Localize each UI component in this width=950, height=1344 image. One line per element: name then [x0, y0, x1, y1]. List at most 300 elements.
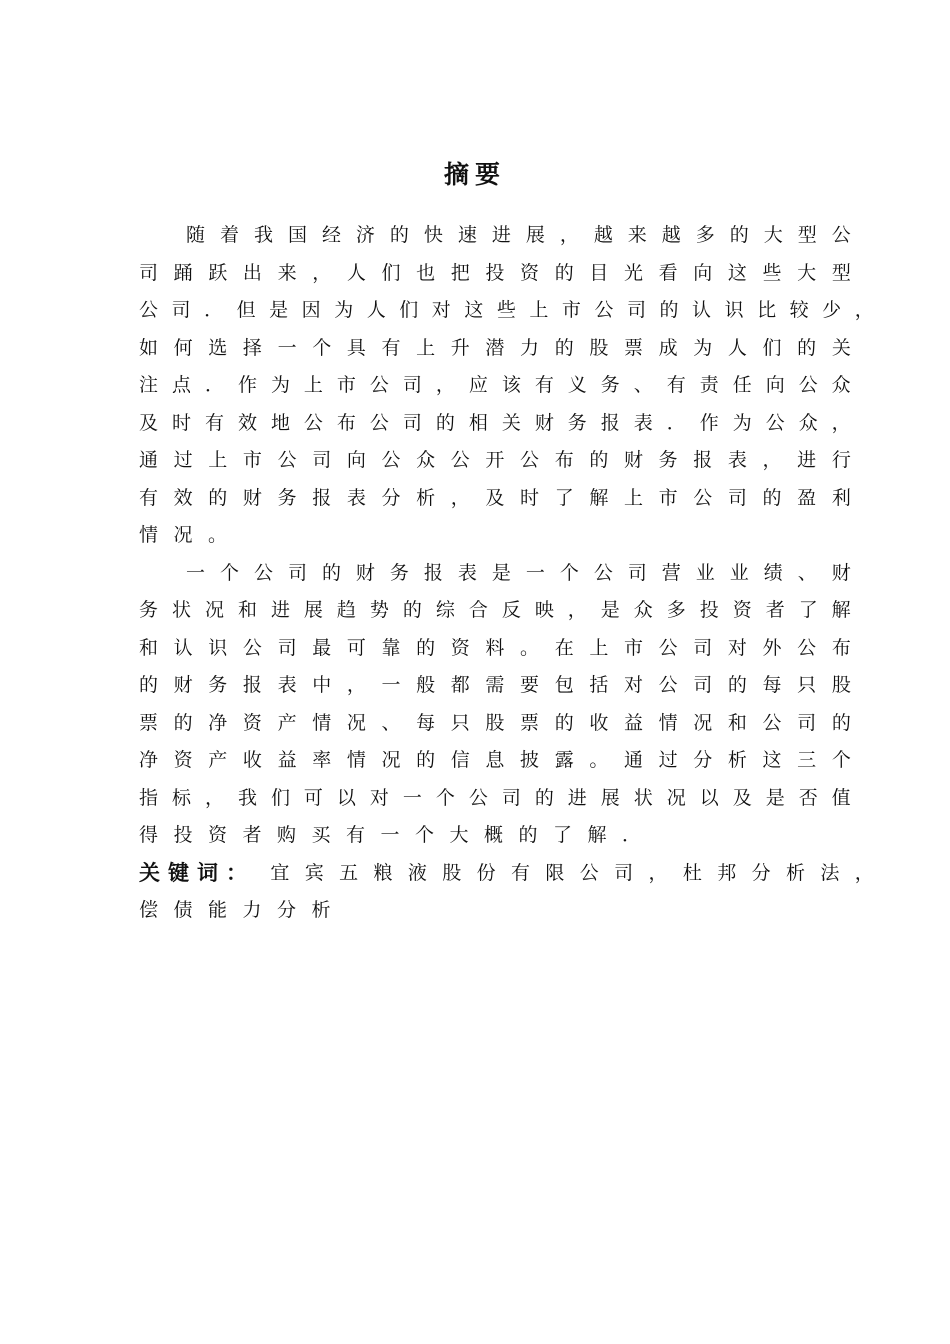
text-char: 公: [579, 861, 599, 884]
text-char: 综: [435, 599, 455, 621]
text-char: 的: [139, 674, 159, 696]
text-char: 、: [797, 561, 817, 584]
text-char: 了: [798, 599, 818, 621]
text-char: 公: [831, 224, 851, 246]
text-char: 一: [277, 336, 297, 359]
text-char: 表: [727, 449, 747, 471]
text-char: 势: [369, 599, 389, 621]
text-char: ，: [854, 861, 874, 884]
text-char: 息: [485, 749, 505, 771]
text-char: 向: [346, 449, 366, 471]
text-char: 大: [797, 261, 817, 284]
text-char: 益: [623, 711, 643, 734]
text-char: 司: [402, 374, 422, 396]
page-title: 摘要: [443, 160, 506, 189]
text-char: 大: [449, 824, 469, 846]
text-char: 有: [534, 374, 554, 396]
text-char: 一: [381, 674, 401, 696]
text-char: 是: [491, 561, 511, 584]
text-char: 资: [173, 749, 193, 771]
text-char: 表: [346, 486, 366, 509]
keywords-label: 关键词：: [139, 860, 255, 885]
text-char: 财: [831, 561, 851, 584]
text-char: 越: [593, 224, 613, 246]
text-line: [139, 667, 851, 705]
text-char: 的: [389, 224, 409, 246]
text-char: 表: [457, 561, 477, 584]
text-line: [139, 630, 851, 668]
text-char: 司: [287, 561, 307, 584]
text-char: 向: [765, 374, 785, 396]
text-char: 包: [554, 674, 574, 696]
text-line: [139, 705, 851, 743]
text-char: 值: [831, 786, 851, 809]
text-char: 的: [173, 711, 193, 734]
text-char: 司: [614, 861, 634, 884]
text-char: 般: [416, 674, 436, 696]
text-char: 责: [699, 374, 719, 396]
text-char: 可: [346, 636, 366, 659]
text-char: 务: [567, 411, 587, 434]
text-char: 的: [321, 561, 341, 584]
text-char: 报: [423, 561, 443, 584]
text-char: 来: [627, 224, 647, 246]
text-char: 要: [520, 674, 540, 696]
text-char: 市: [561, 299, 581, 321]
text-char: 一: [525, 561, 545, 584]
text-char: 务: [277, 486, 297, 509]
text-char: 司: [627, 561, 647, 584]
text-char: 了: [554, 486, 574, 509]
text-char: 公: [797, 636, 817, 659]
text-char: 个: [831, 749, 851, 771]
text-char: 公: [798, 374, 818, 396]
text-char: 合: [468, 599, 488, 621]
text-char: 票: [520, 711, 540, 734]
text-char: 潜: [485, 336, 505, 359]
text-char: 人: [727, 336, 747, 359]
text-char: 点: [171, 374, 191, 396]
text-line: [139, 330, 851, 368]
text-char: 有: [510, 861, 530, 884]
text-char: 作: [699, 411, 719, 434]
text-char: 买: [311, 824, 331, 846]
text-char: 该: [501, 374, 521, 396]
text-char: 有: [666, 374, 686, 396]
text-char: 市: [336, 374, 356, 396]
text-char: 表: [277, 674, 297, 696]
text-char: 效: [173, 486, 193, 509]
text-char: 标: [171, 786, 191, 809]
text-char: 上: [589, 636, 609, 659]
text-char: 和: [727, 711, 747, 734]
text-char: 何: [173, 336, 193, 359]
text-char: 盈: [797, 486, 817, 509]
text-char: 公: [381, 449, 401, 471]
text-char: 三: [797, 749, 817, 771]
text-char: 有: [204, 411, 224, 434]
text-char: 人: [366, 299, 386, 321]
text-char: 司: [171, 299, 191, 321]
text-char: ，: [435, 374, 455, 396]
text-char: 公: [594, 299, 614, 321]
text-char: 司: [312, 449, 332, 471]
text-char: 展: [525, 224, 545, 246]
text-char: 公: [658, 636, 678, 659]
text-char: 为: [732, 411, 752, 434]
text-char: 对: [623, 674, 643, 696]
text-char: 司: [727, 486, 747, 509]
text-char: 出: [242, 261, 262, 284]
text-line: [139, 292, 874, 330]
text-char: 经: [321, 224, 341, 246]
text-char: 反: [501, 599, 521, 621]
text-char: 一: [380, 824, 400, 846]
text-char: 对: [431, 299, 451, 321]
text-char: 公: [520, 449, 540, 471]
text-char: 随: [186, 224, 206, 246]
text-char: 光: [623, 261, 643, 284]
text-char: 时: [171, 411, 191, 434]
text-line: [139, 405, 851, 443]
text-char: 司: [277, 636, 297, 659]
abstract-body: [139, 217, 874, 930]
text-char: 的: [416, 749, 436, 771]
text-char: 过: [658, 749, 678, 771]
text-line: [139, 442, 851, 480]
text-char: 的: [797, 336, 817, 359]
text-char: 投: [173, 824, 193, 846]
text-char: 以: [699, 786, 719, 809]
text-char: 分: [381, 486, 401, 509]
text-char: 分: [751, 861, 771, 884]
text-char: 市: [658, 486, 678, 509]
text-char: 识: [724, 299, 744, 321]
text-char: 上: [208, 449, 228, 471]
text-char: 法: [820, 861, 840, 884]
text-char: 、: [381, 711, 401, 734]
text-char: 的: [659, 299, 679, 321]
text-char: 过: [173, 449, 193, 471]
text-char: 购: [277, 824, 297, 846]
text-char: 开: [485, 449, 505, 471]
text-char: ，: [831, 411, 851, 434]
text-char: ，: [559, 224, 579, 246]
text-char: 债: [173, 899, 193, 921]
text-char: 布: [554, 449, 574, 471]
text-char: 资: [208, 824, 228, 846]
text-char: 可: [303, 786, 323, 809]
text-char: 人: [346, 261, 366, 284]
text-char: 我: [237, 786, 257, 809]
text-char: 比: [757, 299, 777, 321]
text-char: 份: [476, 861, 496, 884]
paragraph-2: [139, 555, 851, 855]
text-line: [139, 817, 851, 855]
text-char: 司: [139, 261, 159, 284]
text-char: 况: [204, 599, 224, 621]
text-char: 展: [600, 786, 620, 809]
text-char: 的: [534, 786, 554, 809]
text-char: 及: [139, 411, 159, 434]
text-char: 的: [416, 636, 436, 659]
text-char: 识: [208, 636, 228, 659]
text-char: 宜: [270, 861, 290, 884]
text-char: 快: [423, 224, 443, 246]
text-char: ，: [762, 449, 782, 471]
text-char: 个: [312, 336, 332, 359]
text-char: 信: [450, 749, 470, 771]
text-char: 个: [415, 824, 435, 846]
text-char: 有: [346, 824, 366, 846]
text-char: 只: [450, 711, 470, 734]
text-char: 司: [402, 411, 422, 434]
text-char: 个: [435, 786, 455, 809]
text-char: 在: [554, 636, 574, 659]
text-char: 踊: [173, 261, 193, 284]
text-char: 务: [658, 449, 678, 471]
text-char: 对: [369, 786, 389, 809]
text-char: ，: [346, 674, 366, 696]
text-char: 看: [658, 261, 678, 284]
text-char: 有: [139, 486, 159, 509]
text-char: ．: [666, 411, 686, 434]
text-char: 营: [661, 561, 681, 584]
text-char: 、: [633, 374, 653, 396]
text-char: 是: [765, 786, 785, 809]
text-char: 公: [369, 411, 389, 434]
text-char: 票: [623, 336, 643, 359]
text-char: 进: [797, 449, 817, 471]
text-char: 析: [727, 749, 747, 771]
text-char: 股: [831, 674, 851, 696]
text-char: 市: [623, 636, 643, 659]
text-char: 些: [496, 299, 516, 321]
text-char: 向: [693, 261, 713, 284]
text-char: 少: [822, 299, 842, 321]
text-char: 五: [339, 861, 359, 884]
text-char: 速: [457, 224, 477, 246]
text-char: 以: [336, 786, 356, 809]
text-char: 通: [623, 749, 643, 771]
text-char: 型: [797, 224, 817, 246]
text-char: 力: [242, 899, 262, 921]
text-char: 为: [334, 299, 354, 321]
text-char: 众: [798, 411, 818, 434]
text-char: 个: [219, 561, 239, 584]
text-char: 票: [139, 711, 159, 734]
text-char: 邦: [717, 861, 737, 884]
text-char: 情: [658, 711, 678, 734]
text-char: 公: [303, 411, 323, 434]
text-char: 限: [545, 861, 565, 884]
text-char: 析: [785, 861, 805, 884]
text-char: 们: [270, 786, 290, 809]
text-char: 的: [554, 711, 574, 734]
text-char: 料: [485, 636, 505, 659]
keywords-line: [139, 892, 851, 930]
text-char: 概: [484, 824, 504, 846]
text-char: 上: [623, 486, 643, 509]
text-char: 择: [242, 336, 262, 359]
text-char: 一: [402, 786, 422, 809]
text-char: 应: [468, 374, 488, 396]
text-char: 公: [658, 674, 678, 696]
text-char: 和: [139, 636, 159, 659]
text-line: [139, 217, 851, 255]
text-char: 力: [520, 336, 540, 359]
keywords-section: [139, 855, 874, 930]
text-char: 杜: [682, 861, 702, 884]
text-char: 为: [270, 374, 290, 396]
text-char: 这: [727, 261, 747, 284]
text-char: 司: [626, 299, 646, 321]
text-char: 报: [312, 486, 332, 509]
text-char: 只: [797, 674, 817, 696]
text-line: [139, 367, 851, 405]
text-char: 具: [346, 336, 366, 359]
text-char: 通: [139, 449, 159, 471]
text-line: [139, 480, 851, 518]
text-char: 们: [399, 299, 419, 321]
text-char: 的: [831, 711, 851, 734]
text-char: 况: [346, 711, 366, 734]
text-char: 我: [253, 224, 273, 246]
text-char: 把: [450, 261, 470, 284]
text-char: 解: [587, 824, 607, 846]
text-char: 情: [312, 711, 332, 734]
text-char: 效: [237, 411, 257, 434]
text-char: 型: [831, 261, 851, 284]
text-char: 露: [554, 749, 574, 771]
text-char: 公: [593, 561, 613, 584]
text-char: 财: [355, 561, 375, 584]
text-char: ，: [204, 786, 224, 809]
text-char: 粮: [373, 861, 393, 884]
text-char: 成: [658, 336, 678, 359]
text-char: 相: [468, 411, 488, 434]
text-char: 但: [236, 299, 256, 321]
text-char: 况: [666, 786, 686, 809]
text-char: 上: [529, 299, 549, 321]
text-char: 一: [186, 561, 206, 584]
text-char: 较: [789, 299, 809, 321]
text-char: 报: [242, 674, 262, 696]
text-char: 公: [765, 411, 785, 434]
text-char: 及: [485, 486, 505, 509]
text-char: 否: [798, 786, 818, 809]
text-char: 映: [534, 599, 554, 621]
text-char: 收: [242, 749, 262, 771]
text-char: 注: [139, 374, 159, 396]
text-char: 液: [407, 861, 427, 884]
text-char: 的: [727, 674, 747, 696]
text-char: 是: [600, 599, 620, 621]
text-line: [139, 592, 851, 630]
text-char: 状: [633, 786, 653, 809]
text-char: 是: [269, 299, 289, 321]
text-char: 报: [600, 411, 620, 434]
text-char: 公: [139, 299, 159, 321]
text-char: 况: [693, 711, 713, 734]
text-char: 这: [762, 749, 782, 771]
text-char: 财: [242, 486, 262, 509]
text-char: 务: [600, 374, 620, 396]
text-char: 作: [237, 374, 257, 396]
text-line: [139, 255, 851, 293]
text-char: 最: [312, 636, 332, 659]
text-char: 公: [693, 486, 713, 509]
text-char: 括: [589, 674, 609, 696]
text-char: 分: [693, 749, 713, 771]
text-char: 产: [208, 749, 228, 771]
text-char: 情: [139, 524, 159, 546]
text-char: 进: [270, 599, 290, 621]
text-char: 及: [732, 786, 752, 809]
text-char: 的: [208, 486, 228, 509]
paragraph-1: [139, 217, 874, 555]
text-char: ．: [204, 374, 224, 396]
text-char: 众: [831, 374, 851, 396]
text-char: 。: [520, 636, 540, 659]
text-char: 了: [553, 824, 573, 846]
text-char: 们: [381, 261, 401, 284]
text-char: 多: [695, 224, 715, 246]
text-char: 国: [287, 224, 307, 246]
text-char: 上: [416, 336, 436, 359]
text-char: 关: [501, 411, 521, 434]
text-char: 对: [727, 636, 747, 659]
text-char: 务: [389, 561, 409, 584]
text-char: 和: [237, 599, 257, 621]
text-char: 表: [633, 411, 653, 434]
text-char: 状: [171, 599, 191, 621]
text-char: 净: [139, 749, 159, 771]
text-char: 股: [442, 861, 462, 884]
text-char: 资: [732, 599, 752, 621]
text-char: 公: [762, 711, 782, 734]
text-char: 进: [491, 224, 511, 246]
text-char: 的: [435, 411, 455, 434]
text-char: 收: [589, 711, 609, 734]
text-char: 的: [518, 824, 538, 846]
text-char: 报: [693, 449, 713, 471]
text-char: 况: [173, 524, 193, 546]
text-char: 净: [208, 711, 228, 734]
text-char: 多: [666, 599, 686, 621]
text-char: 中: [312, 674, 332, 696]
text-char: 公: [277, 449, 297, 471]
text-char: 财: [623, 449, 643, 471]
text-char: 地: [270, 411, 290, 434]
text-char: 每: [762, 674, 782, 696]
text-char: 进: [567, 786, 587, 809]
text-char: ，: [312, 261, 332, 284]
text-char: 靠: [381, 636, 401, 659]
text-line: [139, 517, 851, 555]
text-char: 每: [416, 711, 436, 734]
text-char: 外: [762, 636, 782, 659]
text-char: 选: [208, 336, 228, 359]
text-char: 公: [253, 561, 273, 584]
text-char: 市: [242, 449, 262, 471]
text-char: 。: [208, 524, 228, 546]
text-char: 的: [554, 261, 574, 284]
text-char: 都: [450, 674, 470, 696]
text-char: 些: [762, 261, 782, 284]
text-char: 益: [277, 749, 297, 771]
text-char: 务: [139, 599, 159, 621]
